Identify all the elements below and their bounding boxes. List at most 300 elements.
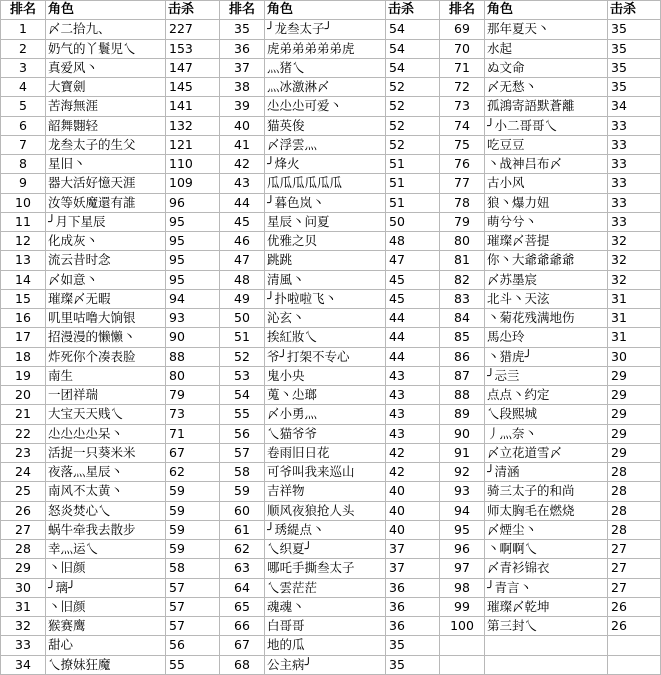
kill-count-cell: 109	[166, 174, 220, 193]
kill-count-cell: 32	[608, 232, 661, 251]
kill-count-cell: 132	[166, 116, 220, 135]
table-row	[1, 20, 661, 39]
rank-cell: 25	[1, 482, 46, 501]
rank-cell: 81	[440, 251, 485, 270]
kill-count-cell: 55	[166, 655, 220, 674]
role-name-cell: 乀织夏╯	[265, 540, 386, 559]
rank-cell: 4	[1, 78, 46, 97]
rank-cell: 19	[1, 366, 46, 385]
kill-count-cell: 54	[386, 58, 440, 77]
role-name-cell: 那年夏天丶	[485, 20, 608, 39]
role-name-cell: 星旧丶	[46, 155, 166, 174]
rank-cell: 6	[1, 116, 46, 135]
kill-count-cell: 28	[608, 520, 661, 539]
table-row	[1, 578, 661, 597]
role-name-cell: 真爱风丶	[46, 58, 166, 77]
kill-count-cell: 110	[166, 155, 220, 174]
kill-count-cell: 80	[166, 366, 220, 385]
rank-cell: 39	[220, 97, 265, 116]
rank-cell: 44	[220, 193, 265, 212]
kill-count-cell: 50	[386, 212, 440, 231]
kill-count-cell: 71	[166, 424, 220, 443]
kill-count-cell: 28	[608, 463, 661, 482]
kill-count-cell: 35	[608, 39, 661, 58]
rank-cell: 35	[220, 20, 265, 39]
header-kills: 击杀	[386, 1, 440, 20]
rank-cell: 66	[220, 617, 265, 636]
kill-count-cell: 59	[166, 482, 220, 501]
table-row	[1, 232, 661, 251]
rank-cell: 62	[220, 540, 265, 559]
kill-count-cell: 52	[386, 78, 440, 97]
rank-cell: 5	[1, 97, 46, 116]
header-rank: 排名	[440, 1, 485, 20]
kill-count-cell: 45	[386, 289, 440, 308]
rank-cell: 31	[1, 597, 46, 616]
table-row	[1, 559, 661, 578]
role-name-cell: 〆立花道雪〆	[485, 443, 608, 462]
rank-cell: 33	[1, 636, 46, 655]
table-row	[1, 251, 661, 270]
role-name-cell: 你丶大爺爺爺爺	[485, 251, 608, 270]
rank-cell: 91	[440, 443, 485, 462]
role-name-cell: 鬼小央	[265, 366, 386, 385]
role-name-cell: ぬ文命	[485, 58, 608, 77]
role-name-cell: 尐尐尐可爱丶	[265, 97, 386, 116]
kill-count-cell: 43	[386, 366, 440, 385]
rank-cell: 9	[1, 174, 46, 193]
role-name-cell: 蒐丶尐瑯	[265, 386, 386, 405]
role-name-cell: 馬尐玲	[485, 328, 608, 347]
rank-cell: 2	[1, 39, 46, 58]
table-row	[1, 347, 661, 366]
kill-count-cell: 59	[166, 501, 220, 520]
rank-cell: 65	[220, 597, 265, 616]
rank-cell: 82	[440, 270, 485, 289]
kill-count-cell: 52	[386, 97, 440, 116]
kill-count-cell: 45	[386, 270, 440, 289]
rank-cell: 43	[220, 174, 265, 193]
table-row	[1, 520, 661, 539]
table-row	[1, 636, 661, 655]
kill-count-cell: 95	[166, 251, 220, 270]
kill-count-cell: 147	[166, 58, 220, 77]
role-name-cell: 乀段熙城	[485, 405, 608, 424]
rank-cell: 55	[220, 405, 265, 424]
kill-count-cell: 40	[386, 482, 440, 501]
rank-cell: 8	[1, 155, 46, 174]
rank-cell: 15	[1, 289, 46, 308]
rank-cell: 63	[220, 559, 265, 578]
kill-count-cell: 51	[386, 193, 440, 212]
role-name-cell: 挨紅妝乀	[265, 328, 386, 347]
rank-cell: 52	[220, 347, 265, 366]
rank-cell: 76	[440, 155, 485, 174]
table-row	[1, 424, 661, 443]
rank-cell: 77	[440, 174, 485, 193]
kill-count-cell: 57	[166, 597, 220, 616]
role-name-cell: 瓜瓜瓜瓜瓜瓜	[265, 174, 386, 193]
role-name-cell: 〆苏墨宸	[485, 270, 608, 289]
rank-cell: 98	[440, 578, 485, 597]
rank-cell: 96	[440, 540, 485, 559]
rank-cell: 97	[440, 559, 485, 578]
role-name-cell: 龙叁太子的生父	[46, 135, 166, 154]
header-role: 角色	[46, 1, 166, 20]
table-row	[1, 366, 661, 385]
rank-cell: 64	[220, 578, 265, 597]
role-name-cell: 汝等妖魔還有誰	[46, 193, 166, 212]
rank-cell: 54	[220, 386, 265, 405]
header-role: 角色	[485, 1, 608, 20]
kill-count-cell: 31	[608, 309, 661, 328]
kill-count-cell: 36	[386, 597, 440, 616]
table-row	[1, 174, 661, 193]
kill-count-cell: 42	[386, 443, 440, 462]
role-name-cell: 吃豆豆	[485, 135, 608, 154]
rank-cell: 95	[440, 520, 485, 539]
role-name-cell: 璀璨〆乾坤	[485, 597, 608, 616]
role-name-cell: ╯清涵	[485, 463, 608, 482]
rank-cell: 38	[220, 78, 265, 97]
role-name-cell: 北斗丶天泫	[485, 289, 608, 308]
rank-cell: 99	[440, 597, 485, 616]
kill-count-cell: 32	[608, 251, 661, 270]
kill-count-cell: 67	[166, 443, 220, 462]
role-name-cell: 大宝天天贱乀	[46, 405, 166, 424]
rank-cell: 26	[1, 501, 46, 520]
role-name-cell: 丿灬奈丶	[485, 424, 608, 443]
kill-count-cell: 37	[386, 559, 440, 578]
role-name-cell: 大寶劍	[46, 78, 166, 97]
kill-count-cell: 57	[166, 578, 220, 597]
role-name-cell: 〆浮雲灬	[265, 135, 386, 154]
header-role: 角色	[265, 1, 386, 20]
table-row	[1, 193, 661, 212]
header-row	[1, 1, 661, 20]
table-row	[1, 501, 661, 520]
table-row	[1, 443, 661, 462]
header-kills: 击杀	[608, 1, 661, 20]
rank-cell: 94	[440, 501, 485, 520]
table-row	[1, 289, 661, 308]
rank-cell: 28	[1, 540, 46, 559]
kill-count-cell: 28	[608, 501, 661, 520]
rank-cell: 85	[440, 328, 485, 347]
role-name-cell: 〆青衫锦衣	[485, 559, 608, 578]
role-name-cell: 哪吒手撕叁太子	[265, 559, 386, 578]
role-name-cell: 丶战神吕布〆	[485, 155, 608, 174]
table-row	[1, 58, 661, 77]
table-row	[1, 116, 661, 135]
rank-cell: 53	[220, 366, 265, 385]
role-name-cell: 〆二拾九、	[46, 20, 166, 39]
role-name-cell: 流云昔时念	[46, 251, 166, 270]
role-name-cell: 炸死你个凑表脸	[46, 347, 166, 366]
role-name-cell: 点点丶约定	[485, 386, 608, 405]
role-name-cell	[485, 636, 608, 655]
rank-cell: 16	[1, 309, 46, 328]
role-name-cell: 尐尐尐尐呆丶	[46, 424, 166, 443]
kill-count-cell: 29	[608, 366, 661, 385]
role-name-cell: 灬猪乀	[265, 58, 386, 77]
role-name-cell: 水起	[485, 39, 608, 58]
role-name-cell: 顺风夜狼抢人头	[265, 501, 386, 520]
rank-cell: 61	[220, 520, 265, 539]
rank-cell: 42	[220, 155, 265, 174]
rank-cell: 72	[440, 78, 485, 97]
role-name-cell: 沁玄丶	[265, 309, 386, 328]
role-name-cell: ╯烽火	[265, 155, 386, 174]
role-name-cell: 吉祥物	[265, 482, 386, 501]
kill-count-cell: 34	[608, 97, 661, 116]
rank-cell: 46	[220, 232, 265, 251]
kill-count-cell: 35	[386, 655, 440, 674]
rank-cell: 83	[440, 289, 485, 308]
kill-count-cell: 44	[386, 347, 440, 366]
kill-count-cell: 52	[386, 116, 440, 135]
role-name-cell: 优雅之贝	[265, 232, 386, 251]
rank-cell: 17	[1, 328, 46, 347]
role-name-cell: 苦海無涯	[46, 97, 166, 116]
rank-cell: 3	[1, 58, 46, 77]
kill-count-cell: 27	[608, 540, 661, 559]
role-name-cell: 跳跳	[265, 251, 386, 270]
table-row	[1, 212, 661, 231]
kill-count-cell: 56	[166, 636, 220, 655]
role-name-cell: 丶猎虎╯	[485, 347, 608, 366]
role-name-cell: 丶旧颜	[46, 597, 166, 616]
kill-count-cell: 94	[166, 289, 220, 308]
rank-cell: 48	[220, 270, 265, 289]
kill-count-cell: 58	[166, 559, 220, 578]
rank-cell: 40	[220, 116, 265, 135]
rank-cell: 12	[1, 232, 46, 251]
rank-cell: 59	[220, 482, 265, 501]
kill-count-cell: 95	[166, 270, 220, 289]
kill-count-cell: 95	[166, 212, 220, 231]
rank-cell: 24	[1, 463, 46, 482]
kill-count-cell: 31	[608, 328, 661, 347]
kill-count-cell: 29	[608, 386, 661, 405]
role-name-cell: ╯小二哥哥乀	[485, 116, 608, 135]
kill-count-cell: 62	[166, 463, 220, 482]
rank-cell: 89	[440, 405, 485, 424]
kill-count-cell: 153	[166, 39, 220, 58]
kill-count-cell: 47	[386, 251, 440, 270]
role-name-cell: 一团祥瑞	[46, 386, 166, 405]
role-name-cell: 丶旧颜	[46, 559, 166, 578]
role-name-cell: 可爷叫我来巡山	[265, 463, 386, 482]
role-name-cell: 活捉一只葵米米	[46, 443, 166, 462]
role-name-cell: 孤鴻寄語默蒼離	[485, 97, 608, 116]
kill-count-cell: 54	[386, 20, 440, 39]
header-rank: 排名	[1, 1, 46, 20]
role-name-cell: 〆煙尘丶	[485, 520, 608, 539]
kill-count-cell: 44	[386, 328, 440, 347]
role-name-cell: 地的瓜	[265, 636, 386, 655]
rank-cell: 60	[220, 501, 265, 520]
kill-count-cell: 36	[386, 617, 440, 636]
kill-count-cell: 33	[608, 155, 661, 174]
rank-cell: 84	[440, 309, 485, 328]
table-row	[1, 597, 661, 616]
role-name-cell: 爷╯打架不专心	[265, 347, 386, 366]
kill-count-cell: 52	[386, 135, 440, 154]
table-row	[1, 328, 661, 347]
kill-count-cell: 59	[166, 520, 220, 539]
rank-cell: 37	[220, 58, 265, 77]
role-name-cell: 南风不太黄丶	[46, 482, 166, 501]
role-name-cell: 奶气的丫鬟児乀	[46, 39, 166, 58]
role-name-cell: 狼丶爆力妞	[485, 193, 608, 212]
kill-count-cell: 28	[608, 482, 661, 501]
role-name-cell: 萌兮兮丶	[485, 212, 608, 231]
role-name-cell: 丶啊啊乀	[485, 540, 608, 559]
role-name-cell: 怒炎焚心乀	[46, 501, 166, 520]
kill-count-cell: 35	[386, 636, 440, 655]
kill-count-cell: 90	[166, 328, 220, 347]
header-rank: 排名	[220, 1, 265, 20]
kill-count-cell: 227	[166, 20, 220, 39]
rank-cell: 93	[440, 482, 485, 501]
rank-cell: 18	[1, 347, 46, 366]
rank-cell: 88	[440, 386, 485, 405]
kill-count-cell: 26	[608, 597, 661, 616]
kill-count-cell: 35	[608, 78, 661, 97]
kill-count-cell: 29	[608, 405, 661, 424]
kill-count-cell: 33	[608, 212, 661, 231]
table-row	[1, 155, 661, 174]
role-name-cell: 师太胸毛在燃烧	[485, 501, 608, 520]
role-name-cell: 猫英俊	[265, 116, 386, 135]
role-name-cell: 第三封乀	[485, 617, 608, 636]
kill-count-cell: 27	[608, 559, 661, 578]
kill-count-cell: 32	[608, 270, 661, 289]
rank-cell: 100	[440, 617, 485, 636]
role-name-cell: 古小风	[485, 174, 608, 193]
kill-count-cell: 26	[608, 617, 661, 636]
kill-count-cell: 29	[608, 443, 661, 462]
table-row	[1, 463, 661, 482]
rank-cell: 70	[440, 39, 485, 58]
role-name-cell: ╯忈亖	[485, 366, 608, 385]
rank-cell: 23	[1, 443, 46, 462]
rank-cell: 87	[440, 366, 485, 385]
rank-cell: 51	[220, 328, 265, 347]
role-name-cell: 〆如意丶	[46, 270, 166, 289]
table-row	[1, 39, 661, 58]
role-name-cell: 白哥哥	[265, 617, 386, 636]
rank-cell: 20	[1, 386, 46, 405]
role-name-cell: 丶菊花残满地伤	[485, 309, 608, 328]
role-name-cell: 韶舞翾轻	[46, 116, 166, 135]
role-name-cell: 蜗牛牵我去散步	[46, 520, 166, 539]
rank-cell: 71	[440, 58, 485, 77]
kill-count-cell: 27	[608, 578, 661, 597]
table-row	[1, 135, 661, 154]
role-name-cell: 化成灰丶	[46, 232, 166, 251]
kill-count-cell: 95	[166, 232, 220, 251]
header-kills: 击杀	[166, 1, 220, 20]
rank-cell: 49	[220, 289, 265, 308]
role-name-cell: 璀璨〆菩提	[485, 232, 608, 251]
rank-cell: 79	[440, 212, 485, 231]
table-row	[1, 97, 661, 116]
role-name-cell: 〆小勇灬	[265, 405, 386, 424]
role-name-cell: 卷雨旧日花	[265, 443, 386, 462]
rank-cell: 36	[220, 39, 265, 58]
rank-cell: 13	[1, 251, 46, 270]
kill-count-cell: 36	[386, 578, 440, 597]
role-name-cell: 叽里咕噜大饷银	[46, 309, 166, 328]
table-row	[1, 405, 661, 424]
kill-count-cell: 44	[386, 309, 440, 328]
kill-count-cell: 48	[386, 232, 440, 251]
kill-count-cell: 57	[166, 617, 220, 636]
role-name-cell: 夜落灬星辰丶	[46, 463, 166, 482]
kill-count-cell: 43	[386, 424, 440, 443]
rank-cell	[440, 636, 485, 655]
rank-cell: 90	[440, 424, 485, 443]
role-name-cell: 璀璨〆无暇	[46, 289, 166, 308]
kill-count-cell: 59	[166, 540, 220, 559]
rank-cell: 14	[1, 270, 46, 289]
rank-cell: 32	[1, 617, 46, 636]
rank-cell: 50	[220, 309, 265, 328]
kill-count-cell: 73	[166, 405, 220, 424]
kill-count-cell: 35	[608, 20, 661, 39]
table-row	[1, 482, 661, 501]
kill-count-cell: 42	[386, 463, 440, 482]
kill-count-cell: 79	[166, 386, 220, 405]
rank-cell: 57	[220, 443, 265, 462]
role-name-cell: 公主病╯	[265, 655, 386, 674]
kill-count-cell: 141	[166, 97, 220, 116]
kill-count-cell: 93	[166, 309, 220, 328]
kill-count-cell: 30	[608, 347, 661, 366]
role-name-cell: 乀雲茫茫	[265, 578, 386, 597]
role-name-cell: ╯月下星辰	[46, 212, 166, 231]
role-name-cell: ╯璃╯	[46, 578, 166, 597]
table-row	[1, 78, 661, 97]
kill-count-cell: 37	[386, 540, 440, 559]
kill-count-cell: 51	[386, 174, 440, 193]
role-name-cell: 灬冰激淋〆	[265, 78, 386, 97]
rank-cell: 21	[1, 405, 46, 424]
table-row	[1, 309, 661, 328]
kill-count-cell: 33	[608, 193, 661, 212]
role-name-cell: ╯暮色岚丶	[265, 193, 386, 212]
rank-cell: 58	[220, 463, 265, 482]
table-row	[1, 386, 661, 405]
role-name-cell: 甜心	[46, 636, 166, 655]
kill-count-cell: 33	[608, 135, 661, 154]
kill-count-cell: 54	[386, 39, 440, 58]
rank-cell: 78	[440, 193, 485, 212]
rank-cell: 56	[220, 424, 265, 443]
rank-cell: 73	[440, 97, 485, 116]
kill-count-cell: 29	[608, 424, 661, 443]
role-name-cell: ╯琇緹点丶	[265, 520, 386, 539]
rank-cell: 34	[1, 655, 46, 674]
role-name-cell: 幸灬运乀	[46, 540, 166, 559]
kill-count-cell: 33	[608, 174, 661, 193]
role-name-cell: 南生	[46, 366, 166, 385]
rank-cell: 10	[1, 193, 46, 212]
role-name-cell: 猴赛鹰	[46, 617, 166, 636]
rank-cell: 74	[440, 116, 485, 135]
